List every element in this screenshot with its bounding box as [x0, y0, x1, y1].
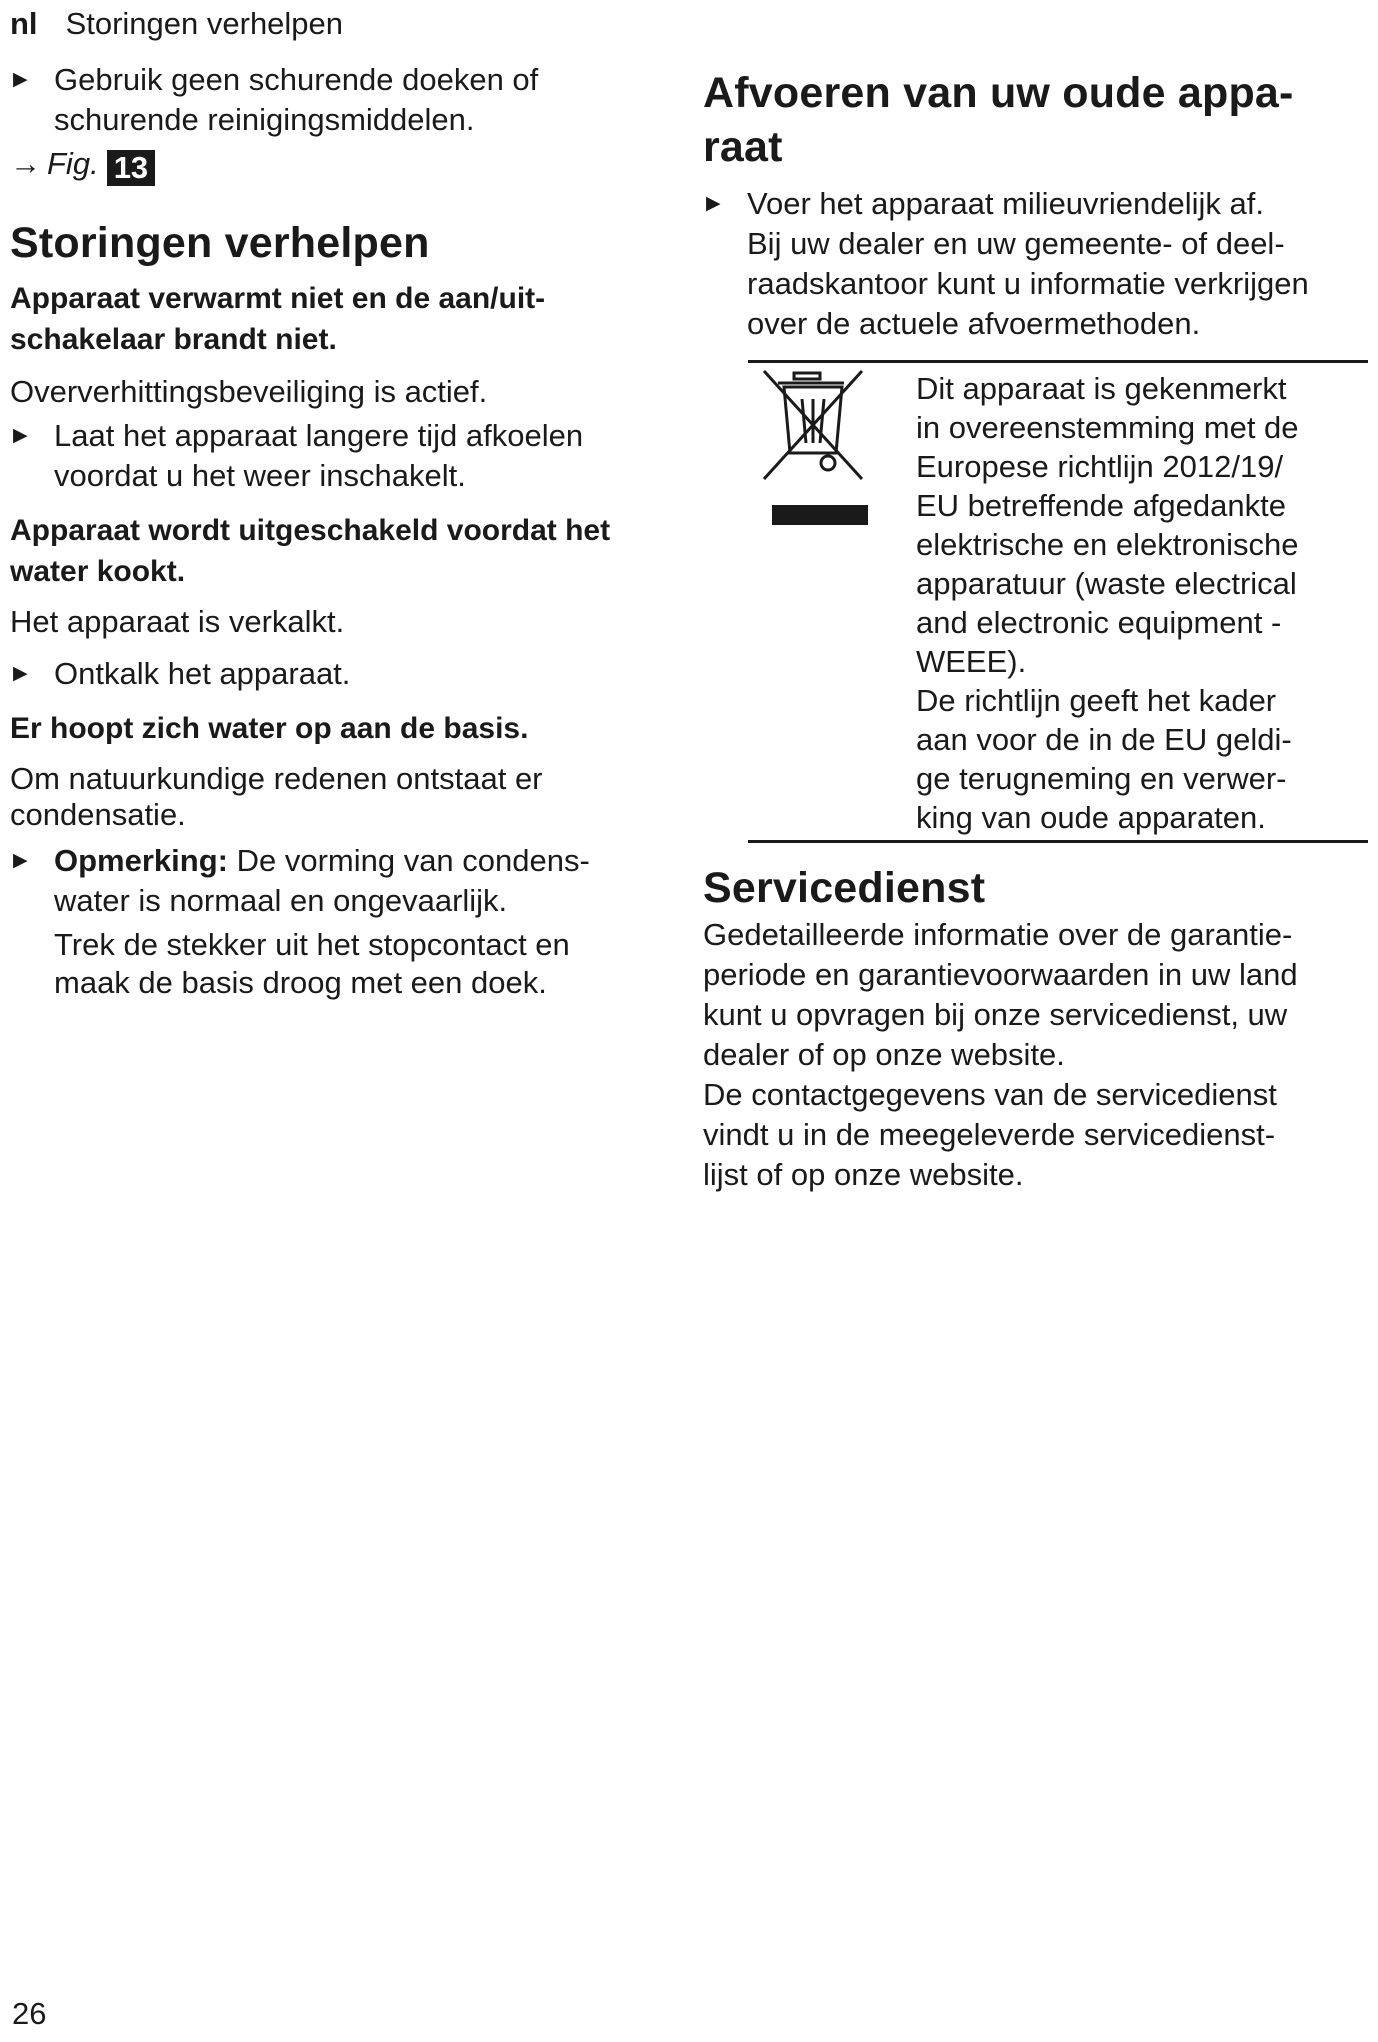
problem-3-note: [10, 841, 675, 921]
service-line: lijst of op onze website.: [703, 1157, 1024, 1192]
problem-3-note-line-1: [54, 841, 675, 881]
arrow-right-icon: →: [10, 146, 41, 181]
weee-line: Europese richtlijn 2012/19/: [916, 449, 1284, 484]
problem-3-extra: [10, 925, 675, 1003]
disposal-info-line-2: raadskantoor kunt u informatie verkrijgen: [747, 266, 1309, 301]
problem-3-heading: Er hoopt zich water op aan de basis.: [10, 712, 529, 745]
weee-line: elektrische en elektronische: [916, 527, 1299, 562]
right-column: [703, 66, 1368, 1195]
fig-number-badge: 13: [107, 150, 155, 186]
weee-line: ge terugneming en verwer-: [916, 761, 1287, 796]
problem-1-remedy-line-1: Laat het apparaat langere tijd afkoelen: [54, 418, 584, 453]
problem-3-extra-line-2: maak de basis droog met een doek.: [54, 965, 547, 1000]
problem-3-extra-line-1: Trek de stekker uit het stopcontact en: [54, 927, 570, 962]
bullet-triangle-icon: ▶: [706, 193, 721, 214]
weee-text: [916, 369, 1376, 837]
problem-3-cause: [10, 759, 675, 835]
section-title-troubleshooting: Storingen verhelpen: [10, 219, 430, 267]
intro-bullet: [10, 60, 675, 140]
note-label: Opmerking:: [54, 843, 228, 878]
problem-3-cause-line-2: condensatie.: [10, 797, 186, 832]
weee-line: and electronic equipment -: [916, 605, 1282, 640]
weee-line: in overeenstemming met de: [916, 410, 1299, 445]
service-line: vindt u in de meegeleverde servicedienst-: [703, 1117, 1276, 1152]
disposal-info: [703, 224, 1368, 344]
intro-bullet-line-2: schurende reinigingsmiddelen.: [54, 102, 475, 137]
problem-1-heading: [10, 278, 675, 360]
problem-1-cause: Oververhittingsbeveiliging is actief.: [10, 374, 488, 409]
problem-2-heading-line-2: water kookt.: [10, 555, 186, 588]
crossed-out-wheelie-bin-icon: [758, 367, 868, 527]
disposal-title-line-1: Afvoeren van uw oude appa-: [703, 69, 1294, 117]
disposal-bullet: [703, 184, 1368, 224]
problem-2-cause: Het apparaat is verkalkt.: [10, 604, 345, 639]
disposal-info-line-3: over de actuele afvoermethoden.: [747, 306, 1201, 341]
weee-line: EU betreffende afgedankte: [916, 488, 1286, 523]
fig-label: Fig.: [47, 146, 99, 181]
weee-line: king van oude apparaten.: [916, 800, 1266, 835]
weee-notice-box: [748, 360, 1368, 843]
service-line: kunt u opvragen bij onze servicedienst, uw: [703, 997, 1288, 1032]
section-title-disposal: [703, 66, 1368, 174]
disposal-info-line-1: Bij uw dealer en uw gemeente- of deel-: [747, 226, 1285, 261]
weee-line: Dit apparaat is gekenmerkt: [916, 371, 1287, 406]
problem-1-heading-line-1: Apparaat verwarmt niet en de aan/uit-: [10, 282, 546, 315]
service-text: [703, 915, 1368, 1195]
weee-line: aan voor de in de EU geldi-: [916, 722, 1292, 757]
problem-2-heading: [10, 510, 675, 592]
left-column: [10, 60, 675, 1003]
intro-bullet-line-1: Gebruik geen schurende doeken of: [54, 62, 539, 97]
weee-line: De richtlijn geeft het kader: [916, 683, 1277, 718]
page-header: [10, 4, 343, 44]
header-title: Storingen verhelpen: [65, 6, 344, 41]
service-line: De contactgegevens van de servicedienst: [703, 1077, 1277, 1112]
service-line: dealer of op onze website.: [703, 1037, 1065, 1072]
problem-1-remedy: [10, 416, 675, 496]
figure-reference: [10, 144, 675, 186]
problem-3-note-line-2: water is normaal en ongevaarlijk.: [54, 883, 508, 918]
service-line: periode en garantievoorwaarden in uw land: [703, 957, 1298, 992]
weee-line: WEEE).: [916, 644, 1027, 679]
problem-1-heading-line-2: schakelaar brandt niet.: [10, 323, 337, 356]
bullet-triangle-icon: ▶: [13, 69, 28, 90]
bullet-triangle-icon: ▶: [13, 663, 28, 684]
problem-2-heading-line-1: Apparaat wordt uitgeschakeld voordat het: [10, 514, 611, 547]
bullet-triangle-icon: ▶: [13, 425, 28, 446]
service-line: Gedetailleerde informatie over de garantie-: [703, 917, 1293, 952]
disposal-bullet-text: Voer het apparaat milieuvriendelijk af.: [747, 186, 1264, 221]
problem-2-remedy: [10, 654, 675, 694]
disposal-title-line-2: raat: [703, 123, 783, 171]
weee-line: apparatuur (waste electrical: [916, 566, 1297, 601]
problem-2-remedy-line: Ontkalk het apparaat.: [54, 656, 351, 691]
language-code: nl: [10, 6, 38, 41]
problem-3-cause-line-1: Om natuurkundige redenen ontstaat er: [10, 761, 543, 796]
section-title-service: Servicedienst: [703, 864, 986, 912]
note-text: De vorming van condens-: [227, 843, 590, 878]
bullet-triangle-icon: ▶: [13, 850, 28, 871]
page-number: 26: [12, 1996, 47, 2031]
problem-1-remedy-line-2: voordat u het weer inschakelt.: [54, 458, 466, 493]
